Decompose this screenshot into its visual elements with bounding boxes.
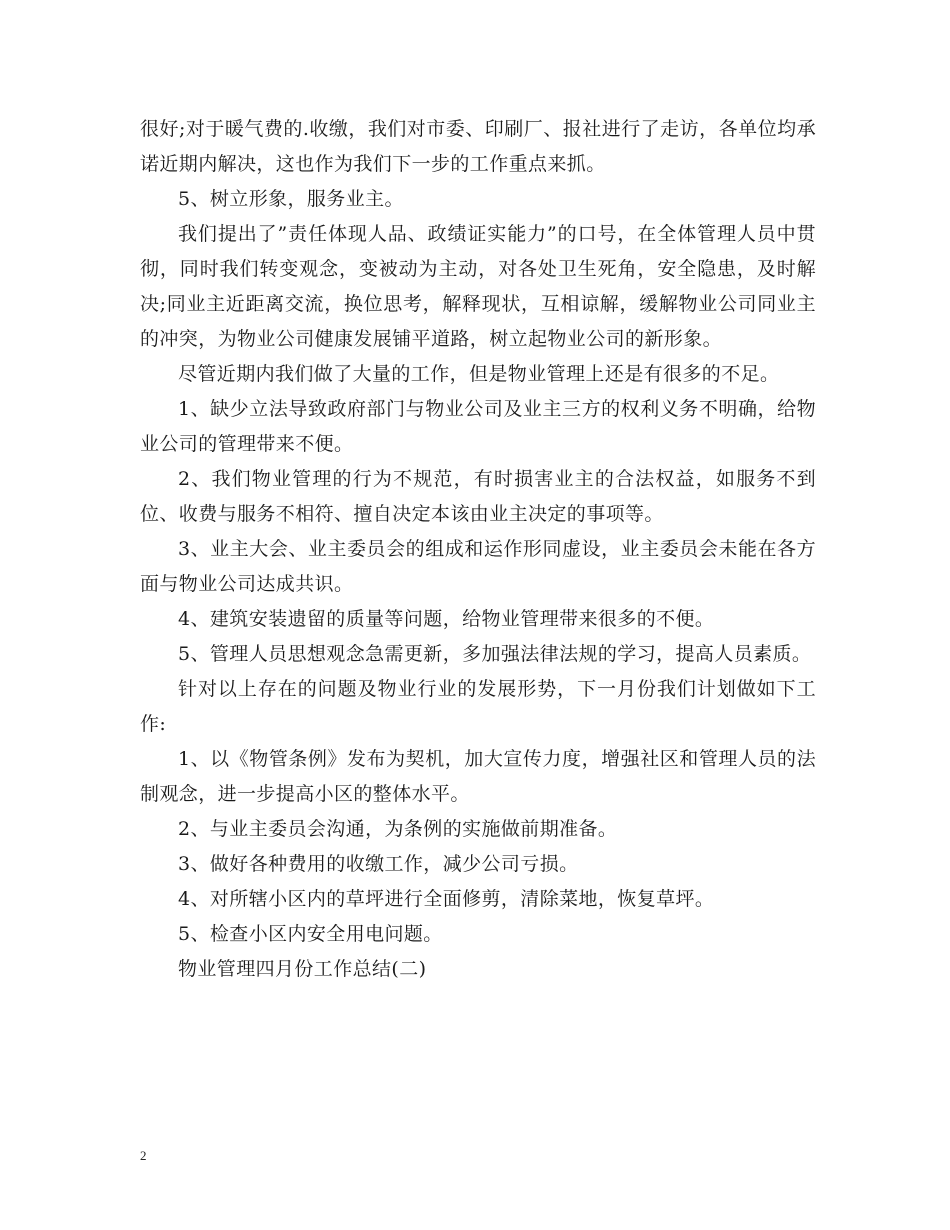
paragraph-plan-1: 1、以《物管条例》发布为契机，加大宣传力度，增强社区和管理人员的法制观念，进一步提高小区的整体水平。 [140,748,816,805]
paragraph-plan-3: 3、做好各种费用的收缴工作，减少公司亏损。 [178,853,579,875]
paragraph-shortcoming-2: 2、我们物业管理的行为不规范，有时损害业主的合法权益，如服务不到位、收费与服务不相符、擅自决定本该由业主决定的事项等。 [140,468,816,525]
paragraph-shortcoming-3: 3、业主大会、业主委员会的组成和运作形同虚设，业主委员会未能在各方面与物业公司达成共识。 [140,538,816,595]
paragraph-plan-2: 2、与业主委员会沟通，为条例的实施做前期准备。 [178,818,618,840]
document-body [140,112,816,987]
paragraph-continuation: 很好;对于暖气费的.收缴，我们对市委、印刷厂、报社进行了走访，各单位均承诺近期内解决，这也作为我们下一步的工作重点来抓。 [140,118,816,175]
section-title: 物业管理四月份工作总结(二) [178,958,427,980]
paragraph-slogan: 我们提出了”责任体现人品、政绩证实能力”的口号，在全体管理人员中贯彻，同时我们转变观念，变被动为主动，对各处卫生死角，安全隐患，及时解决;同业主近距离交流，换位思考，解释现状，互相谅解，缓解物业公司同业主的冲突，为物业公司健康发展铺平道路，树立起物业公司的新形象。 [140,223,816,350]
paragraph-shortcoming-5: 5、管理人员思想观念急需更新，多加强法律法规的学习，提高人员素质。 [178,643,812,665]
paragraph-shortcoming-1: 1、缺少立法导致政府部门与物业公司及业主三方的权利义务不明确，给物业公司的管理带来不便。 [140,398,816,455]
paragraph-heading-5: 5、树立形象，服务业主。 [178,188,404,210]
paragraph-shortcomings-intro: 尽管近期内我们做了大量的工作，但是物业管理上还是有很多的不足。 [178,363,780,385]
paragraph-plan-intro: 针对以上存在的问题及物业行业的发展形势，下一月份我们计划做如下工作: [140,678,816,735]
paragraph-shortcoming-4: 4、建筑安装遗留的质量等问题，给物业管理带来很多的不便。 [178,608,715,630]
paragraph-plan-5: 5、检查小区内安全用电问题。 [178,923,443,945]
paragraph-plan-4: 4、对所辖小区内的草坪进行全面修剪，清除菜地，恢复草坪。 [178,888,715,910]
page-number: 2 [140,1148,147,1163]
